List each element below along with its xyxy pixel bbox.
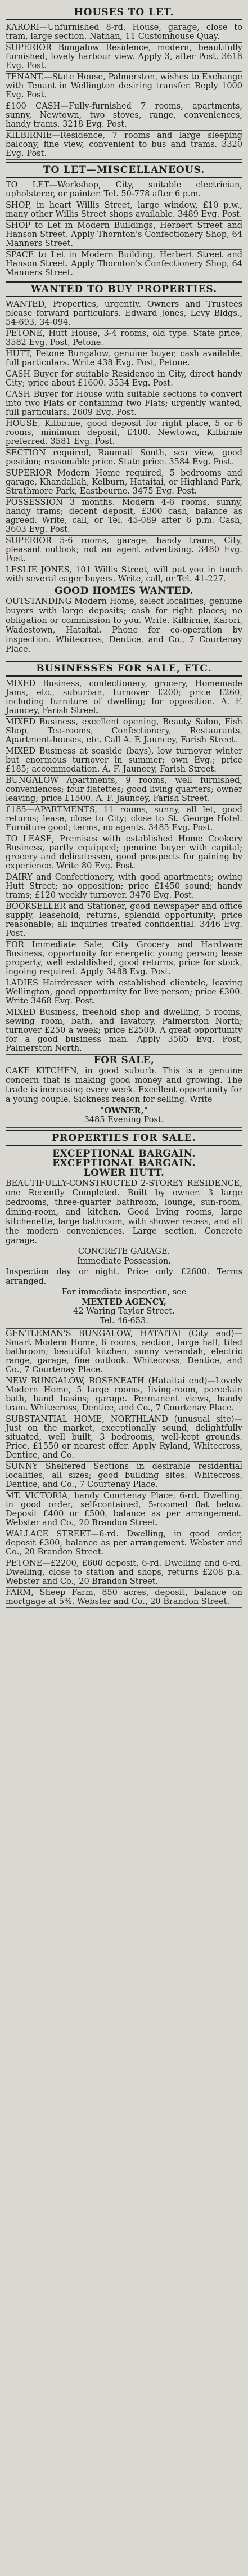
classified-ad: PETONE—£2200, £600 deposit, 6-rd. Dwelling and 6-rd. Dwelling, close to station and shops, returns £208 p.a. Webster and Co., 20 Brandon Street. — [6, 1558, 242, 1588]
classified-ad: LADIES Hairdresser with established clientele, leaving Wellington, good opportunity for live person; price £300. Write 3468 Evg. Post. — [6, 978, 242, 1007]
ad-title: FOR SALE, — [93, 1055, 155, 1066]
section-heading-business: BUSINESSES FOR SALE, ETC. — [6, 661, 242, 677]
ad-body: BEAUTIFULLY-CONSTRUCTED 2-STOREY RESIDENCE, one Recently Completed. Built by owner. 3 large bedrooms, three-quarter bathroom, lounge, sun-room, dining-room, and kitchen. Good living rooms, large kitchenette, large bathroom, with shower recess, and all the modern conveniences. Large section. Concrete garage. — [6, 1179, 242, 1246]
ad-telephone: Tel. 46-653. — [100, 1316, 148, 1325]
classified-ad: SHOP, in heart Willis Street, large window, £10 p.w., many other Willis Street shops available. 3489 Evg. Post. — [6, 200, 242, 221]
classified-ad: SUPERIOR 5-6 rooms, garage, handy trams, City, pleasant outlook; not an agent advertising. 3480 Evg. Post. — [6, 536, 242, 565]
classified-ad: TO LET—Workshop, City, suitable electrician, upholsterer, or painter. Tel. 50-778 after 6 p.m. — [6, 180, 242, 200]
classified-ad: HUTT, Petone Bungalow, genuine buyer, cash available, full particulars. Write 438 Evg. Post, Petone. — [6, 349, 242, 369]
classified-ad: TO LEASE, Premises with established Home Cookery Business, partly equipped; genuine buyer with capital; grocery and delicatessen, good prospects for gaining by experience. Write 80 Evg. Post. — [6, 834, 242, 872]
classified-ad: MT. VICTORIA, handy Courtenay Place, 6-rd. Dwelling, in good order, self-contained, 5-roomed flat below. Deposit £400 or £500, balance as per arrangement. Webster and Co., 20 Brandon Street. — [6, 1491, 242, 1529]
section-heading-wanted: WANTED TO BUY PROPERTIES. — [6, 281, 242, 297]
misc-list — [6, 180, 242, 279]
classified-ad: SHOP to Let in Modern Buildings, Herbert Street and Hanson Street. Apply Thornton's Confectionery Shop, 64 Manners Street. — [6, 221, 242, 250]
classified-ad: MIXED Business, excellent opening, Beauty Salon, Fish Shop, Tea-rooms, Confectionery, Restaurants, Apartment-houses, etc. Call A. F. Jauncey, Farish Street. — [6, 717, 242, 746]
ad-title: GOOD HOMES WANTED. — [54, 585, 194, 597]
properties-list — [6, 1329, 242, 1608]
houses-list — [6, 23, 242, 160]
classified-ad: FARM, Sheep Farm, 850 acres, deposit, balance on mortgage at 5%. Webster and Co., 20 Brandon Street. — [6, 1588, 242, 1608]
classified-ad: SUPERIOR Modern Home required, 5 bedrooms and garage, Khandallah, Kelburn, Hataitai, or Highland Park, Strathmore Park, Eastbourne. 3475 Evg. Post. — [6, 468, 242, 498]
classified-ad: £185—APARTMENTS, 11 rooms, sunny, all let, good returns; lease, close to City; close to St. George Hotel. Furniture good; terms, no agents. 3485 Evg. Post. — [6, 805, 242, 834]
classified-ad: SUBSTANTIAL HOME, NORTHLAND (unusual site)—Just on the market, exceptionally sound, delightfully situated, well built, 3 bedrooms, well-kept grounds. Price, £1550 or nearest offer. Apply Ryland, Whitecross, Dentice, and Co. — [6, 1414, 242, 1462]
classified-ad: NEW BUNGALOW, ROSENEATH (Hataitai end)—Lovely Modern Home, 5 large rooms, living-room, porcelain bath, hand basins; garage. Permanent views, handy tram. Whitecross, Dentice, and Co., 7 Courtenay Place. — [6, 1376, 242, 1414]
ad-signature: "OWNER," — [100, 1106, 148, 1115]
classified-ad: TENANT.—State House, Palmerston, wishes to Exchange with Tenant in Wellington desiring transfer. Reply 1000 Evg. Post. — [6, 72, 242, 101]
classified-ad: POSSESSION 3 months. Modern 4-6 rooms, sunny, handy trams; decent deposit, £300 cash, balance as agreed. Write, call, or Tel. 45-089 after 6 p.m. Cash, 3603 Evg. Post. — [6, 498, 242, 536]
classified-ad: FOR Immediate Sale, City Grocery and Hardware Business, opportunity for energetic young person; lease property, well established, good returns, price for stock, ingoing required. Apply 3488 Evg. Post. — [6, 940, 242, 978]
classified-ad: SUNNY Sheltered Sections in desirable residential localities, all sizes; good building sites. Whitecross, Dentice, and Co., 7 Courtenay Place. — [6, 1462, 242, 1491]
classified-ad: KILBIRNIE—Residence, 7 rooms and large sleeping balcony, fine view, convenient to bus and trams. 3320 Evg. Post. — [6, 131, 242, 160]
section-heading-houses-to-let: HOUSES TO LET. — [6, 6, 242, 20]
ad-address: 42 Waring Taylor Street. — [73, 1307, 175, 1316]
ad-possession: Immediate Possession. — [77, 1257, 171, 1266]
section-heading-properties: PROPERTIES FOR SALE. — [6, 1130, 242, 1146]
ad-reference: 3485 Evening Post. — [84, 1115, 164, 1125]
classified-ad: KARORI—Unfurnished 8-rd. House, garage, close to tram, large section. Nathan, 11 Customhouse Quay. — [6, 23, 242, 43]
classified-ad: CASH Buyer for House with suitable sections to convert into two Flats or containing two Flats; urgently wanted, full particulars. 2609 Evg. Post. — [6, 389, 242, 419]
ad-garage: CONCRETE GARAGE. — [78, 1247, 170, 1256]
ad-location: LOWER HUTT. — [83, 1167, 165, 1179]
classified-ad: MIXED Business at seaside (bays), low turnover winter but enormous turnover in summer; own Evg.; price £185; accommodation. A. F. Jauncey, Farish Street. — [6, 746, 242, 776]
ad-price: Inspection day or night. Price only £2600. Terms arranged. — [6, 1267, 242, 1286]
classified-ad: WANTED, Properties, urgently. Owners and Trustees please forward particulars. Edward Jones, Levy Bldgs., 54-693, 34-094. — [6, 299, 242, 329]
classified-ad: BUNGALOW Apartments, 9 rooms, well furnished, conveniences; four flatettes; good living quarters; owner leaving; price £1500. A. F. Jauncey, Farish Street. — [6, 776, 242, 805]
ad-appointment: For immediate inspection, see — [61, 1288, 187, 1297]
classified-ad: SECTION required, Raumati South, sea view, good position; reasonable price. State price. 3584 Evg. Post. — [6, 448, 242, 468]
business-list — [6, 679, 242, 1055]
classified-ad: DAIRY and Confectionery, with good apartments; owing Hutt Street; no opposition; price £1450 sound; handy trams; £120 weekly turnover. 3476 Evg. Post. — [6, 872, 242, 902]
classified-ad: MIXED Business, confectionery, grocery, Homemade Jams, etc., suburban, turnover £200; price £260, including furniture of dwelling; for opposition. A. F. Jauncey, Farish Street. — [6, 679, 242, 717]
classified-ad: MIXED Business, freehold shop and dwelling, 5 rooms, sewing room, bath, and lavatory, Palmerston North; turnover £250 a week; price £2500. A great opportunity for a good business man. Apply 3565 Evg. Post, Palmerston North. — [6, 1007, 242, 1055]
ad-body: CAKE KITCHEN, in good suburb. This is a genuine concern that is making good money and growing. The trade is increasing every week. Excellent opportunity for a young couple. Sickness reason for selling. Write — [6, 1067, 242, 1104]
ad-title: EXCEPTIONAL BARGAIN. — [52, 1148, 196, 1159]
classified-ad: LESLIE JONES, 101 Willis Street, will put you in touch with several eager buyers. Write, call, or Tel. 41-227. — [6, 565, 242, 585]
wanted-list — [6, 299, 242, 585]
classified-ad: HOUSE, Kilbirnie, good deposit for right place, 5 or 6 rooms, minimum deposit, £400. Newtown, Kilbirnie preferred. 3581 Evg. Post. — [6, 419, 242, 448]
classified-ad: £100 CASH—Fully-furnished 7 rooms, apartments, sunny, Newtown, two stoves, range, conveniences, handy trams. 3218 Evg. Post. — [6, 101, 242, 131]
exceptional-bargain-ad — [6, 1148, 242, 1329]
section-heading-misc: TO LET—MISCELLANEOUS. — [6, 162, 242, 178]
good-homes-wanted-ad — [6, 585, 242, 658]
classified-ad: SPACE to Let in Modern Building, Herbert Street and Hanson Street. Apply Thornton's Confectionery Shop, 64 Manners Street. — [6, 250, 242, 279]
classified-ad: CASH Buyer for suitable Residence in City, direct handy City; price about £1600. 3534 Evg. Post. — [6, 369, 242, 389]
classified-ad: GENTLEMAN'S BUNGALOW, HATAITAI (City end)—Smart Modern Home, 6 rooms, section, large hall, tiled bathroom; beautiful kitchen, sunny verandah, electric range, garage, fine outlook. Whitecross, Dentice, and Co., 7 Courtenay Place. — [6, 1329, 242, 1376]
classified-ad: PETONE, Hutt House, 3-4 rooms, old type. State price, 3582 Evg. Post, Petone. — [6, 329, 242, 349]
classified-ad: WALLACE STREET—6-rd. Dwelling, in good order, deposit £300, balance as per arrangement. Webster and Co., 20 Brandon Street. — [6, 1529, 242, 1558]
cake-kitchen-ad — [6, 1055, 242, 1128]
ad-agency: MEXTED AGENCY, — [82, 1297, 166, 1307]
classified-ad: BOOKSELLER and Stationer, good newspaper and office supply, leasehold; returns, splendid opportunity; price reasonable; all inquiries treated confidential. 3446 Evg. Post. — [6, 902, 242, 940]
ad-title: EXCEPTIONAL BARGAIN. — [52, 1158, 196, 1169]
classified-ad: SUPERIOR Bungalow Residence, modern, beautifully furnished, lovely harbour view. Apply 3, after Post. 3618 Evg. Post. — [6, 43, 242, 72]
ad-body: OUTSTANDING Modern Home, select localities; genuine buyers with large deposits; cash for right places; no obligation or commission to you. Write. Kilbirnie, Karori, Wadestown, Hataitai. Phone for co-operation by inspection. Whitecross, Dentice, and Co., 7 Courtenay Place. — [6, 597, 242, 654]
